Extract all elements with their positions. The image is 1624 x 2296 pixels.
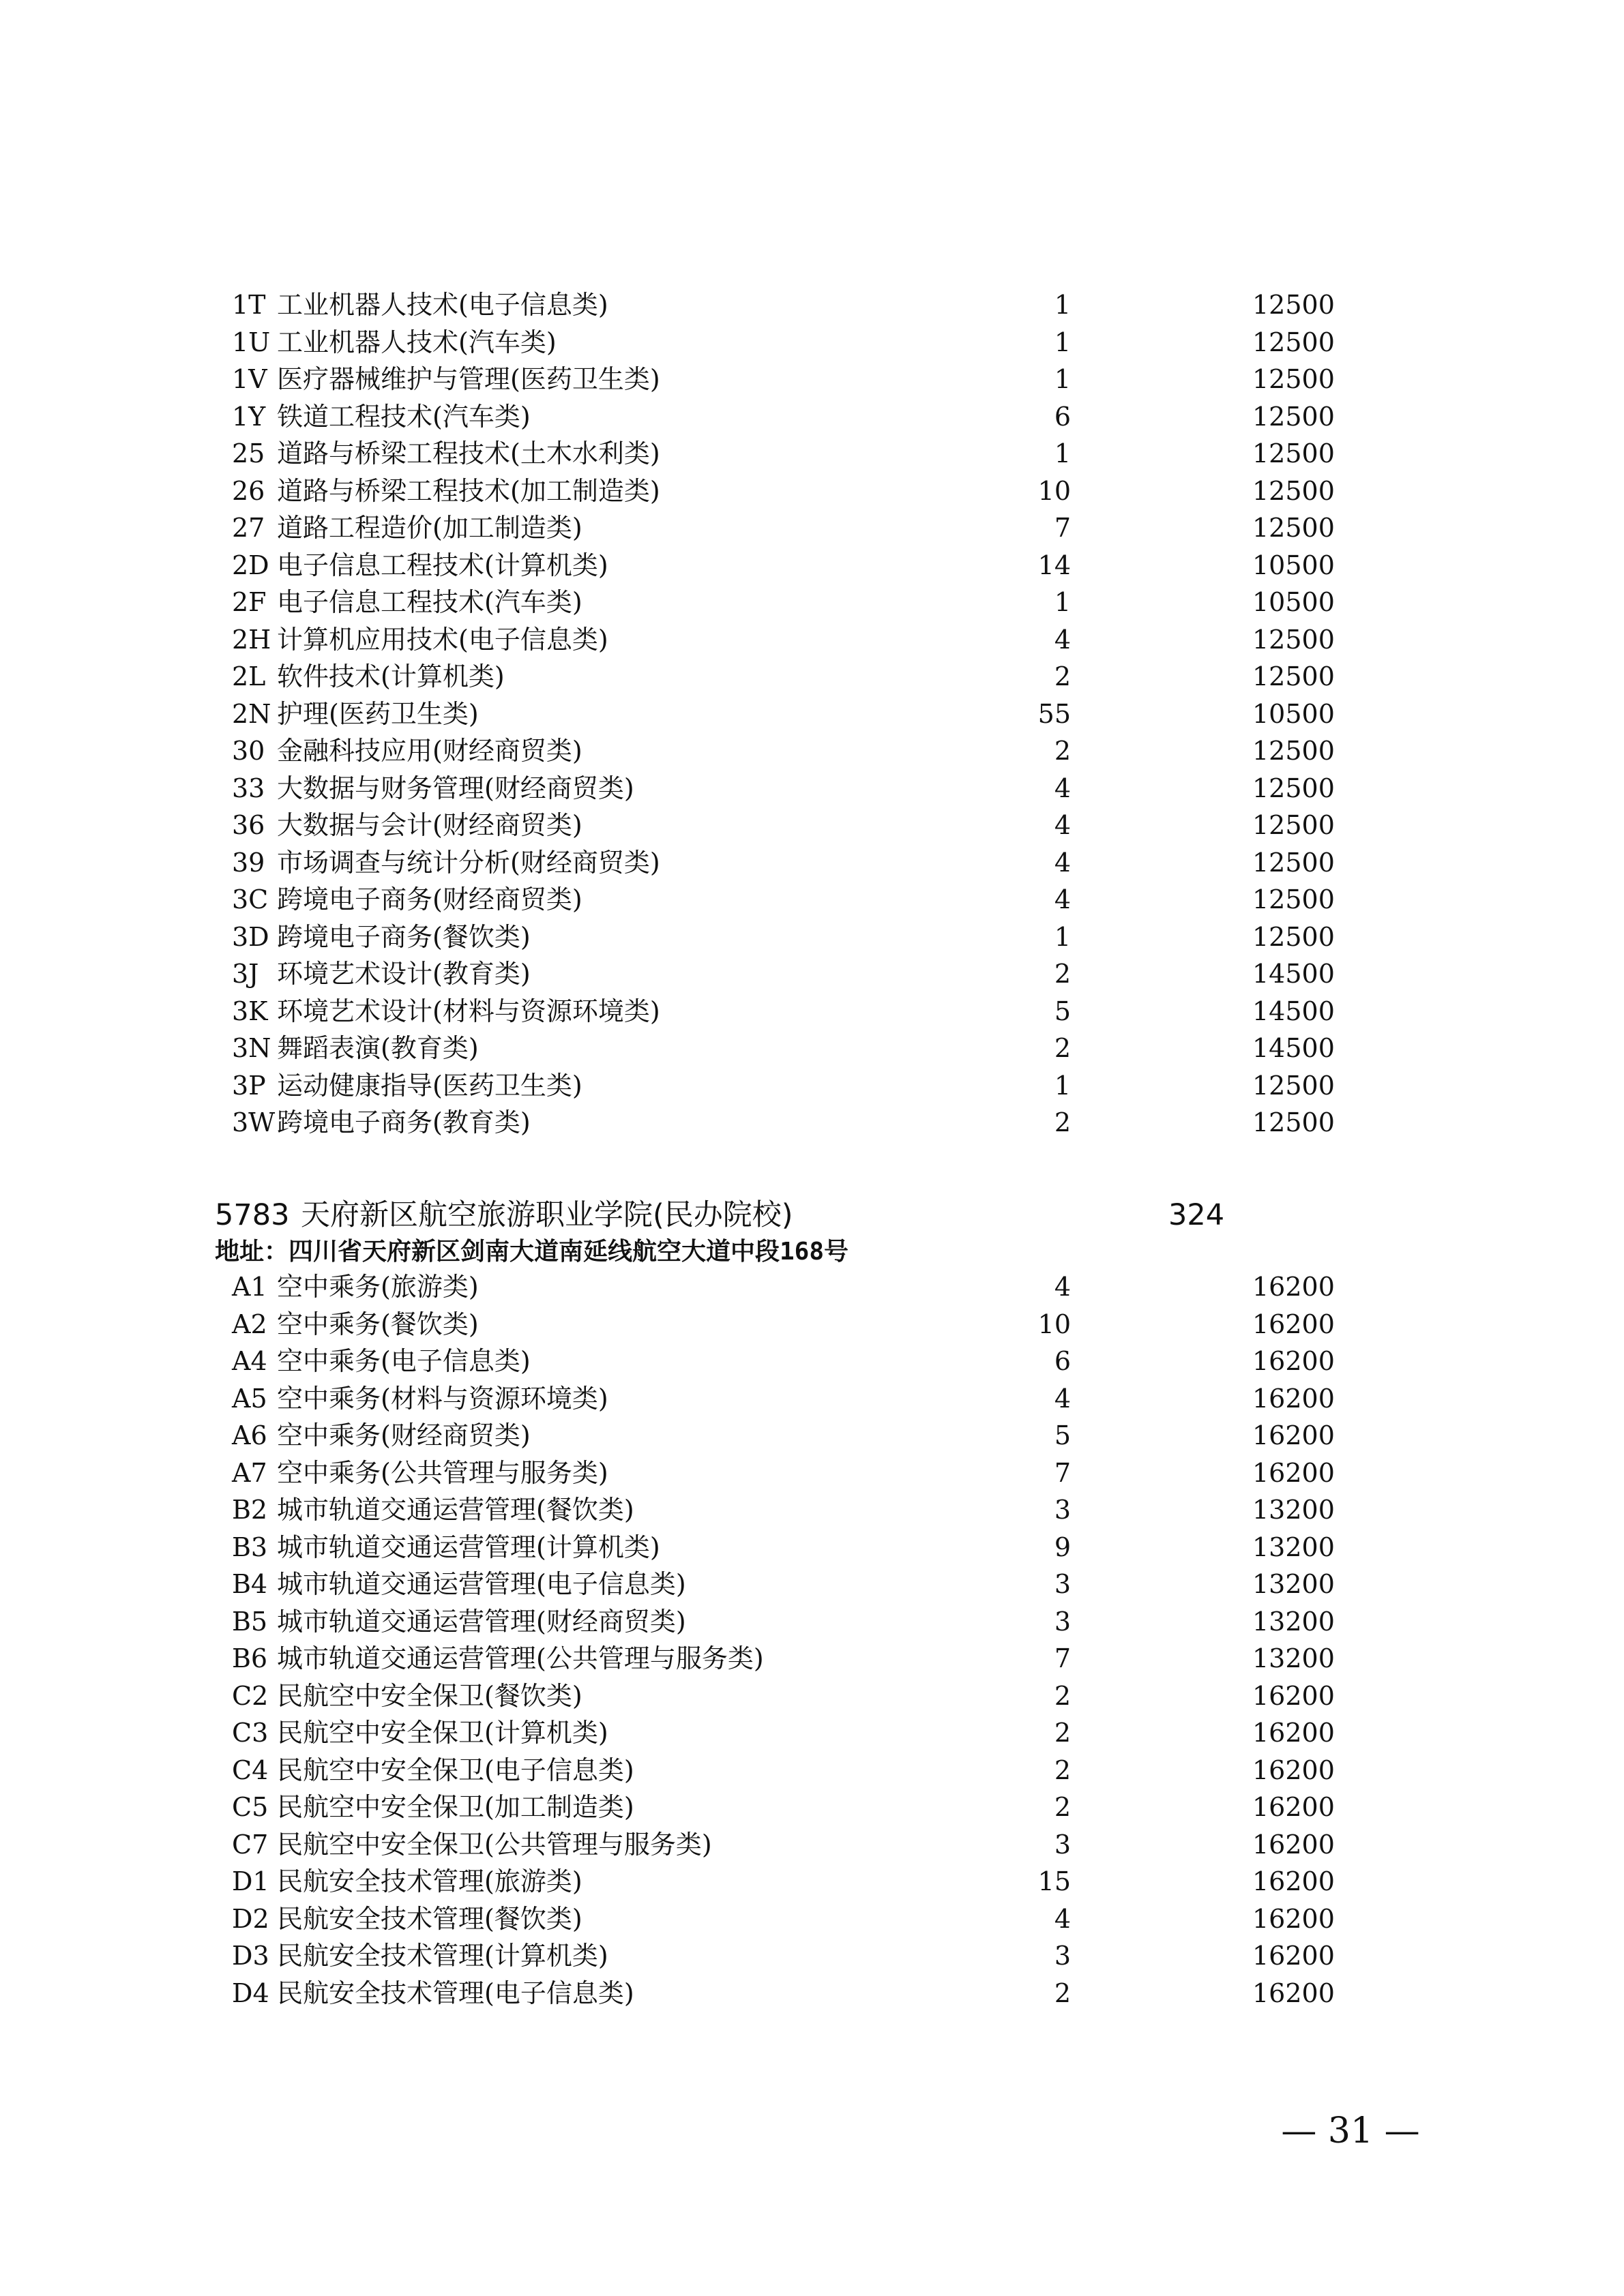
school-name: 天府新区航空旅游职业学院(民办院校) [301,1198,793,1232]
enrollment-count: 1 [1054,921,1071,952]
major-code: 1U [232,327,271,357]
list-item [232,1714,1337,1752]
major-code: C5 [232,1792,269,1822]
enrollment-count: 4 [1054,810,1071,840]
major-name: 道路与桥梁工程技术(加工制造类) [277,475,660,506]
tuition-fee: 12500 [1252,921,1335,952]
major-code: 26 [232,475,265,506]
list-item [232,1900,1337,1938]
major-name: 民航空中安全保卫(计算机类) [277,1718,608,1748]
major-name: 空中乘务(财经商贸类) [277,1420,531,1450]
tuition-fee: 12500 [1252,327,1335,357]
tuition-fee: 13200 [1252,1495,1335,1525]
major-name: 大数据与财务管理(财经商贸类) [277,773,634,803]
major-name: 民航安全技术管理(计算机类) [277,1941,608,1971]
enrollment-count: 2 [1054,1680,1071,1711]
enrollment-count: 5 [1054,996,1071,1026]
major-code: 1T [232,290,266,320]
list-item [232,696,1337,733]
tuition-fee: 12500 [1252,847,1335,878]
tuition-fee: 12500 [1252,736,1335,766]
tuition-fee: 10500 [1252,550,1335,580]
major-name: 计算机应用技术(电子信息类) [277,624,608,655]
list-item [232,286,1337,324]
major-name: 空中乘务(电子信息类) [277,1346,531,1376]
enrollment-count: 6 [1054,401,1071,432]
major-name: 空中乘务(公共管理与服务类) [277,1457,608,1488]
major-code: 1V [232,364,267,394]
tuition-fee: 12500 [1252,401,1335,432]
list-item [232,1104,1337,1142]
major-name: 城市轨道交通运营管理(餐饮类) [277,1495,634,1525]
tuition-fee: 12500 [1252,773,1335,803]
list-item [232,1640,1337,1678]
tuition-fee: 16200 [1252,1866,1335,1896]
list-item [232,732,1337,770]
school-total-count: 324 [1168,1198,1225,1232]
major-code: D2 [232,1903,269,1934]
tuition-fee: 16200 [1252,1457,1335,1488]
major-name: 环境艺术设计(材料与资源环境类) [277,996,660,1026]
tuition-fee: 12500 [1252,475,1335,506]
list-item [232,1529,1337,1566]
major-list-school-5783 [232,1268,1337,2012]
major-code: A5 [232,1383,267,1414]
list-item [232,1455,1337,1492]
list-item [232,324,1337,361]
page-number: — 31 — [1281,2111,1420,2151]
list-item [232,955,1337,993]
enrollment-count: 4 [1054,1272,1071,1302]
tuition-fee: 12500 [1252,290,1335,320]
major-name: 环境艺术设计(教育类) [277,959,531,989]
major-name: 民航安全技术管理(电子信息类) [277,1978,634,2008]
major-code: A6 [232,1420,267,1450]
list-item [232,770,1337,807]
list-item [232,919,1337,956]
tuition-fee: 12500 [1252,810,1335,840]
major-code: A1 [232,1272,267,1302]
enrollment-count: 3 [1054,1569,1071,1599]
list-item [232,1417,1337,1455]
list-item [232,1306,1337,1343]
major-code: 2F [232,587,267,617]
major-code: 2N [232,698,271,729]
enrollment-count: 4 [1054,884,1071,914]
enrollment-count: 2 [1054,959,1071,989]
major-name: 电子信息工程技术(汽车类) [277,587,582,617]
major-code: 3W [232,1107,276,1137]
major-name: 道路与桥梁工程技术(土木水利类) [277,438,660,468]
enrollment-count: 1 [1054,364,1071,394]
list-item [232,584,1337,621]
tuition-fee: 16200 [1252,1903,1335,1934]
list-item [232,1863,1337,1900]
major-name: 空中乘务(材料与资源环境类) [277,1383,608,1414]
enrollment-count: 3 [1054,1941,1071,1971]
enrollment-count: 5 [1054,1420,1071,1450]
tuition-fee: 16200 [1252,1941,1335,1971]
list-item [232,1030,1337,1067]
tuition-fee: 16200 [1252,1755,1335,1785]
list-item [232,1678,1337,1715]
enrollment-count: 3 [1054,1495,1071,1525]
enrollment-count: 1 [1054,438,1071,468]
tuition-fee: 13200 [1252,1532,1335,1562]
major-code: 3D [232,921,269,952]
major-code: B3 [232,1532,268,1562]
major-name: 医疗器械维护与管理(医药卫生类) [277,364,660,394]
major-name: 城市轨道交通运营管理(电子信息类) [277,1569,686,1599]
enrollment-count: 10 [1037,1309,1071,1339]
tuition-fee: 16200 [1252,1978,1335,2008]
list-item [232,1826,1337,1864]
major-code: 36 [232,810,265,840]
major-name: 跨境电子商务(餐饮类) [277,921,531,952]
tuition-fee: 16200 [1252,1309,1335,1339]
enrollment-count: 2 [1054,1718,1071,1748]
list-item [232,1491,1337,1529]
enrollment-count: 55 [1037,698,1071,729]
list-item [232,1268,1337,1306]
major-code: D1 [232,1866,269,1896]
major-code: D4 [232,1978,269,2008]
tuition-fee: 10500 [1252,587,1335,617]
tuition-fee: 14500 [1252,996,1335,1026]
tuition-fee: 14500 [1252,959,1335,989]
major-name: 大数据与会计(财经商贸类) [277,810,582,840]
tuition-fee: 12500 [1252,884,1335,914]
tuition-fee: 12500 [1252,661,1335,691]
major-code: 2H [232,624,271,655]
tuition-fee: 12500 [1252,364,1335,394]
major-code: A2 [232,1309,267,1339]
enrollment-count: 1 [1054,1070,1071,1101]
major-name: 金融科技应用(财经商贸类) [277,736,582,766]
major-code: B5 [232,1606,268,1637]
major-name: 道路工程造价(加工制造类) [277,513,582,543]
major-code: 2L [232,661,266,691]
major-name: 护理(医药卫生类) [277,698,479,729]
major-name: 民航安全技术管理(旅游类) [277,1866,582,1896]
major-code: A4 [232,1346,267,1376]
major-name: 跨境电子商务(教育类) [277,1107,531,1137]
major-name: 城市轨道交通运营管理(计算机类) [277,1532,660,1562]
major-code: 3C [232,884,269,914]
enrollment-count: 10 [1037,475,1071,506]
list-item [232,361,1337,398]
tuition-fee: 12500 [1252,438,1335,468]
list-item [232,881,1337,919]
major-name: 舞蹈表演(教育类) [277,1033,479,1063]
school-code: 5783 [215,1198,290,1232]
enrollment-count: 3 [1054,1829,1071,1860]
enrollment-count: 2 [1054,661,1071,691]
major-name: 跨境电子商务(财经商贸类) [277,884,582,914]
tuition-fee: 16200 [1252,1718,1335,1748]
tuition-fee: 16200 [1252,1829,1335,1860]
list-item [232,1380,1337,1418]
enrollment-count: 6 [1054,1346,1071,1376]
enrollment-count: 2 [1054,736,1071,766]
major-code: C4 [232,1755,269,1785]
enrollment-count: 1 [1054,290,1071,320]
major-code: 3J [232,959,259,989]
tuition-fee: 12500 [1252,1107,1335,1137]
major-name: 软件技术(计算机类) [277,661,505,691]
list-item [232,398,1337,436]
list-item [232,1789,1337,1826]
list-item [232,844,1337,882]
enrollment-count: 2 [1054,1792,1071,1822]
major-name: 民航空中安全保卫(加工制造类) [277,1792,634,1822]
major-name: 民航安全技术管理(餐饮类) [277,1903,582,1934]
major-name: 空中乘务(餐饮类) [277,1309,479,1339]
tuition-fee: 16200 [1252,1792,1335,1822]
major-code: C7 [232,1829,269,1860]
major-name: 民航空中安全保卫(电子信息类) [277,1755,634,1785]
major-name: 市场调查与统计分析(财经商贸类) [277,847,660,878]
enrollment-count: 1 [1054,587,1071,617]
major-code: A7 [232,1457,267,1488]
enrollment-count: 2 [1054,1978,1071,2008]
school-address: 地址：四川省天府新区剑南大道南延线航空大道中段168号 [215,1238,849,1266]
list-item [232,1975,1337,2012]
major-code: 2D [232,550,269,580]
list-item [232,1067,1337,1105]
tuition-fee: 12500 [1252,624,1335,655]
major-code: 3N [232,1033,271,1063]
major-name: 城市轨道交通运营管理(财经商贸类) [277,1606,686,1637]
enrollment-count: 4 [1054,1383,1071,1414]
tuition-fee: 16200 [1252,1383,1335,1414]
list-item [232,658,1337,696]
major-list-continued [232,286,1337,1142]
tuition-fee: 12500 [1252,513,1335,543]
list-item [232,1752,1337,1789]
tuition-fee: 16200 [1252,1346,1335,1376]
major-name: 民航空中安全保卫(餐饮类) [277,1680,582,1711]
major-code: C2 [232,1680,269,1711]
major-code: 1Y [232,401,266,432]
tuition-fee: 10500 [1252,698,1335,729]
major-name: 城市轨道交通运营管理(公共管理与服务类) [277,1643,764,1673]
major-code: B2 [232,1495,268,1525]
major-name: 空中乘务(旅游类) [277,1272,479,1302]
enrollment-count: 4 [1054,847,1071,878]
list-item [232,1566,1337,1603]
tuition-fee: 13200 [1252,1569,1335,1599]
list-item [232,1343,1337,1380]
enrollment-count: 15 [1037,1866,1071,1896]
tuition-fee: 13200 [1252,1643,1335,1673]
major-code: 3P [232,1070,266,1101]
major-code: D3 [232,1941,269,1971]
list-item [232,473,1337,510]
list-item [232,1603,1337,1641]
major-code: 25 [232,438,265,468]
enrollment-count: 2 [1054,1107,1071,1137]
major-code: 3K [232,996,268,1026]
major-code: 27 [232,513,265,543]
major-code: 33 [232,773,265,803]
enrollment-count: 7 [1054,1643,1071,1673]
tuition-fee: 12500 [1252,1070,1335,1101]
enrollment-count: 4 [1054,773,1071,803]
enrollment-count: 2 [1054,1033,1071,1063]
enrollment-count: 4 [1054,624,1071,655]
tuition-fee: 16200 [1252,1272,1335,1302]
enrollment-count: 1 [1054,327,1071,357]
school-header [215,1195,1374,1236]
tuition-fee: 14500 [1252,1033,1335,1063]
list-item [232,509,1337,547]
enrollment-count: 14 [1037,550,1071,580]
major-name: 电子信息工程技术(计算机类) [277,550,608,580]
enrollment-count: 9 [1054,1532,1071,1562]
list-item [232,1937,1337,1975]
list-item [232,993,1337,1030]
tuition-fee: 16200 [1252,1680,1335,1711]
major-name: 工业机器人技术(汽车类) [277,327,557,357]
major-code: 39 [232,847,265,878]
list-item [232,547,1337,584]
major-name: 运动健康指导(医药卫生类) [277,1070,582,1101]
major-code: C3 [232,1718,269,1748]
enrollment-count: 4 [1054,1903,1071,1934]
list-item [232,621,1337,659]
enrollment-count: 7 [1054,513,1071,543]
major-name: 铁道工程技术(汽车类) [277,401,531,432]
enrollment-count: 7 [1054,1457,1071,1488]
major-name: 民航空中安全保卫(公共管理与服务类) [277,1829,712,1860]
major-code: 30 [232,736,265,766]
list-item [232,435,1337,473]
enrollment-count: 2 [1054,1755,1071,1785]
list-item [232,807,1337,844]
tuition-fee: 13200 [1252,1606,1335,1637]
major-code: B4 [232,1569,268,1599]
enrollment-count: 3 [1054,1606,1071,1637]
tuition-fee: 16200 [1252,1420,1335,1450]
major-name: 工业机器人技术(电子信息类) [277,290,608,320]
major-code: B6 [232,1643,268,1673]
